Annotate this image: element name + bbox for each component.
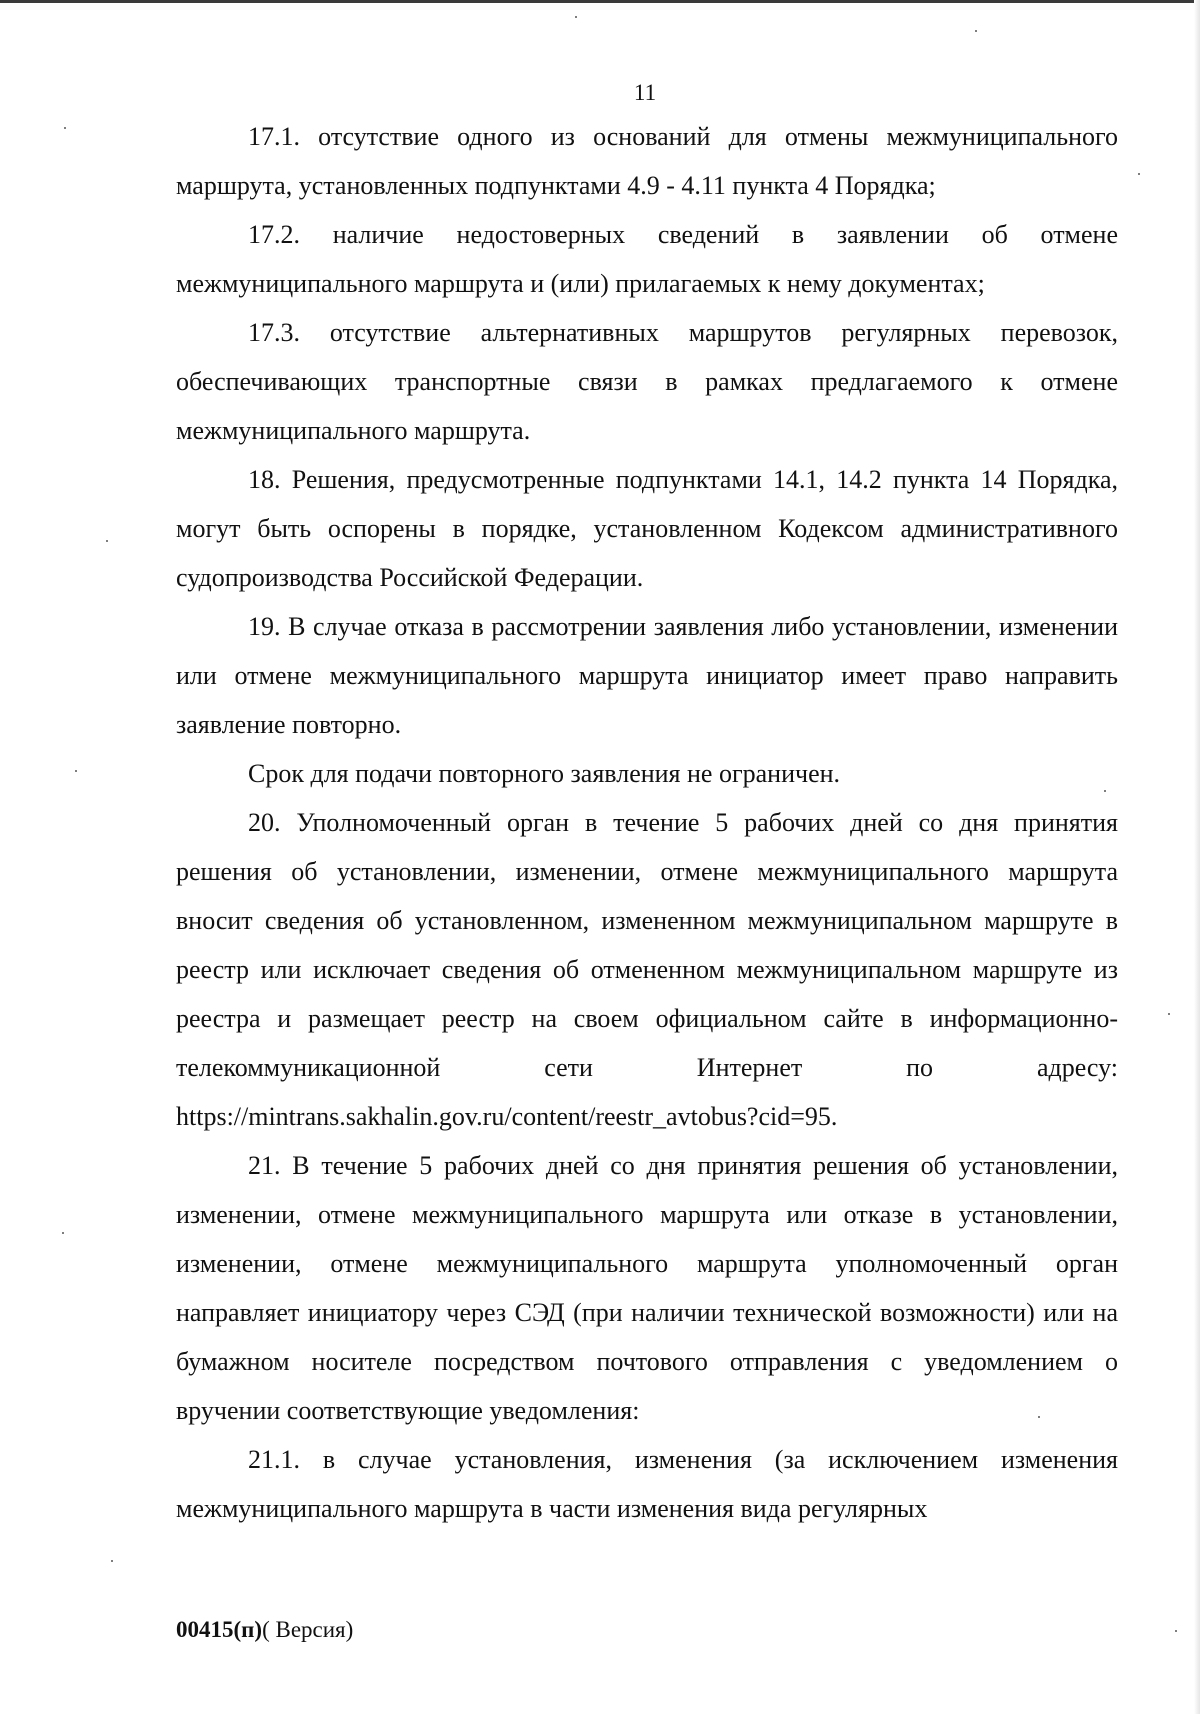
paragraph-20: 20. Уполномоченный орган в течение 5 рабочих дней со дня принятия решения об установлении, изменении, отмене межмуниципального маршрута вносит сведения об установленном, измененном межмуниципальном маршруте в реестр или исключает сведения об отмененном межмуниципальном маршруте из реестра и размещает реестр на своем официальном сайте в информационно-телекоммуникационной сети Интернет по адресу: https://mintrans.sakhalin.gov.ru/content/reestr_avtobus?cid=95.: [176, 808, 1118, 1131]
paragraph-18: 18. Решения, предусмотренные подпунктами 14.1, 14.2 пункта 14 Порядка, могут быть оспорены в порядке, установленном Кодексом административного судопроизводства Российской Федерации.: [176, 465, 1118, 592]
scan-speck: [1138, 173, 1140, 175]
scan-speck: [1104, 790, 1106, 792]
paragraph-21-1: 21.1. в случае установления, изменения (за исключением изменения межмуниципального маршрута в части изменения вида регулярных: [176, 1445, 1118, 1523]
scan-edge-right: [1194, 0, 1200, 1714]
scan-speck: [575, 16, 577, 18]
paragraph-19-term: Срок для подачи повторного заявления не ограничен.: [248, 759, 841, 788]
paragraph-17-2: 17.2. наличие недостоверных сведений в заявлении об отмене межмуниципального маршрута и (или) прилагаемых к нему документах;: [176, 220, 1118, 298]
footer: [176, 1617, 353, 1643]
scan-speck: [106, 540, 108, 542]
document-body: [176, 112, 1118, 1533]
scan-speck: [1038, 1416, 1040, 1418]
scan-speck: [75, 770, 77, 772]
paragraph-19: 19. В случае отказа в рассмотрении заявления либо установлении, изменении или отмене межмуниципального маршрута инициатор имеет право направить заявление повторно.: [176, 612, 1118, 739]
scan-speck: [975, 30, 977, 32]
paragraph-17-1: 17.1. отсутствие одного из оснований для отмены межмуниципального маршрута, установленных подпунктами 4.9 - 4.11 пункта 4 Порядка;: [176, 122, 1118, 200]
paragraph-17-3: 17.3. отсутствие альтернативных маршрутов регулярных перевозок, обеспечивающих транспортные связи в рамках предлагаемого к отмене межмуниципального маршрута.: [176, 318, 1118, 445]
document-version: ( Версия): [262, 1617, 354, 1642]
paragraph-21: 21. В течение 5 рабочих дней со дня принятия решения об установлении, изменении, отмене межмуниципального маршрута или отказе в установлении, изменении, отмене межмуниципального маршрута уполномоченный орган направляет инициатору через СЭД (при наличии технической возможности) или на бумажном носителе посредством почтового отправления с уведомлением о вручении соответствующие уведомления:: [176, 1151, 1118, 1425]
scan-speck: [1168, 1013, 1170, 1015]
scan-speck: [111, 1560, 113, 1562]
scan-speck: [62, 1232, 64, 1234]
scan-speck: [1175, 1630, 1177, 1632]
page-number: 11: [633, 80, 657, 105]
scan-speck: [64, 127, 66, 129]
scan-edge-top: [0, 0, 1200, 3]
document-code: 00415(п): [176, 1617, 263, 1642]
